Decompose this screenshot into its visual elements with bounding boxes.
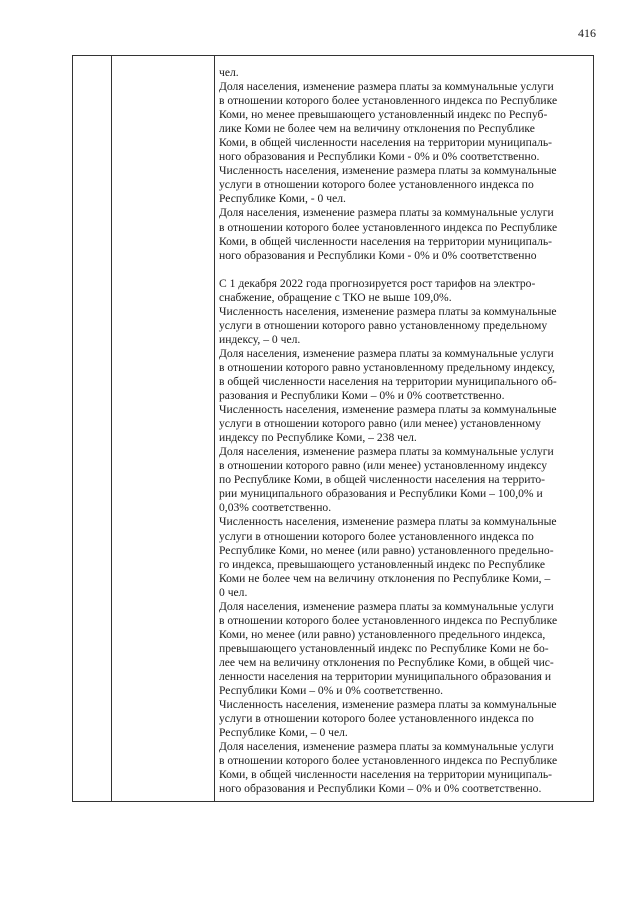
text-line: Республике Коми, - 0 чел.: [219, 192, 346, 206]
text-line: ного образования и Республики Коми - 0% и 0% соответственно: [219, 248, 537, 262]
text-line: разования и Республики Коми – 0% и 0% соответственно.: [219, 389, 505, 403]
text-line: Численность населения, изменение размера платы за коммунальные: [219, 304, 557, 318]
text-line: Коми, в общей численности населения на территории муниципаль-: [219, 136, 553, 150]
text-line: Республике Коми, но менее (или равно) установленного предельно-: [219, 543, 554, 557]
text-line: в отношении которого равно установленному предельному индексу,: [219, 360, 555, 374]
text-line: услуги в отношении которого равно установленному предельному: [219, 318, 548, 332]
text-line: превышающего установленный индекс по Республике Коми не бо-: [219, 641, 549, 655]
text-line: Численность населения, изменение размера платы за коммунальные: [219, 164, 557, 178]
text-line: Доля населения, изменение размера платы за коммунальные услуги: [219, 740, 554, 754]
text-line: услуги в отношении которого более установленного индекса по: [219, 712, 534, 726]
page-number: 416: [578, 26, 596, 40]
paragraph-gap: [219, 263, 583, 277]
text-line: Коми не более чем на величину отклонения по Республике Коми, –: [219, 571, 551, 585]
text-line: Коми, в общей численности населения на территории муниципаль-: [219, 234, 553, 248]
text-line: ленности населения на территории муниципального образования и: [219, 669, 552, 683]
text-line: в общей численности населения на территории муниципального об-: [219, 374, 557, 388]
text-line: услуги в отношении которого более установленного индекса по: [219, 178, 534, 192]
text-line: Доля населения, изменение размера платы за коммунальные услуги: [219, 599, 554, 613]
text-line: 0 чел.: [219, 585, 248, 599]
text-line: ного образования и Республики Коми - 0% и 0% соответственно.: [219, 150, 540, 164]
text-line: ного образования и Республики Коми – 0% и 0% соответственно.: [219, 782, 542, 796]
text-line: в отношении которого более установленного индекса по Республике: [219, 613, 558, 627]
text-line: Доля населения, изменение размера платы за коммунальные услуги: [219, 80, 554, 94]
text-line: в отношении которого более установленного индекса по Республике: [219, 94, 558, 108]
text-line: С 1 декабря 2022 года прогнозируется рост тарифов на электро-: [219, 276, 536, 290]
text-line: Доля населения, изменение размера платы за коммунальные услуги: [219, 346, 554, 360]
text-line: рии муниципального образования и Республики Коми – 100,0% и: [219, 487, 543, 501]
table-cell-text: [219, 66, 583, 796]
text-line: 0,03% соответственно.: [219, 501, 332, 515]
text-line: лике Коми не более чем на величину отклонения по Республике: [219, 122, 535, 136]
text-line: Республике Коми, – 0 чел.: [219, 726, 348, 740]
text-line: Коми, в общей численности населения на территории муниципаль-: [219, 768, 553, 782]
text-line: го индекса, превышающего установленный индекс по Республике: [219, 557, 545, 571]
text-line: лее чем на величину отклонения по Республике Коми, в общей чис-: [219, 655, 554, 669]
text-line: в отношении которого равно (или менее) установленному индексу: [219, 459, 547, 473]
text-line: в отношении которого более установленного индекса по Республике: [219, 754, 558, 768]
text-line: Численность населения, изменение размера платы за коммунальные: [219, 515, 557, 529]
text-line: индексу, – 0 чел.: [219, 332, 301, 346]
text-line: Республики Коми – 0% и 0% соответственно.: [219, 684, 444, 698]
text-line: услуги в отношении которого равно (или менее) установленному: [219, 417, 541, 431]
text-line: чел.: [219, 66, 239, 79]
table-column-divider-2: [214, 56, 215, 801]
document-table: [72, 55, 594, 802]
text-line: Численность населения, изменение размера платы за коммунальные: [219, 403, 557, 417]
text-line: Численность населения, изменение размера платы за коммунальные: [219, 698, 557, 712]
text-line: в отношении которого более установленного индекса по Республике: [219, 220, 558, 234]
text-line: Коми, но менее превышающего установленный индекс по Респуб-: [219, 108, 548, 122]
table-column-divider-1: [111, 56, 112, 801]
text-line: индексу по Республике Коми, – 238 чел.: [219, 431, 417, 445]
text-line: Доля населения, изменение размера платы за коммунальные услуги: [219, 206, 554, 220]
text-line: Доля населения, изменение размера платы за коммунальные услуги: [219, 445, 554, 459]
text-line: по Республике Коми, в общей численности населения на террито-: [219, 473, 546, 487]
text-line: услуги в отношении которого более установленного индекса по: [219, 529, 534, 543]
text-line: Коми, но менее (или равно) установленного предельного индекса,: [219, 627, 546, 641]
text-line: снабжение, обращение с ТКО не выше 109,0%.: [219, 290, 452, 304]
